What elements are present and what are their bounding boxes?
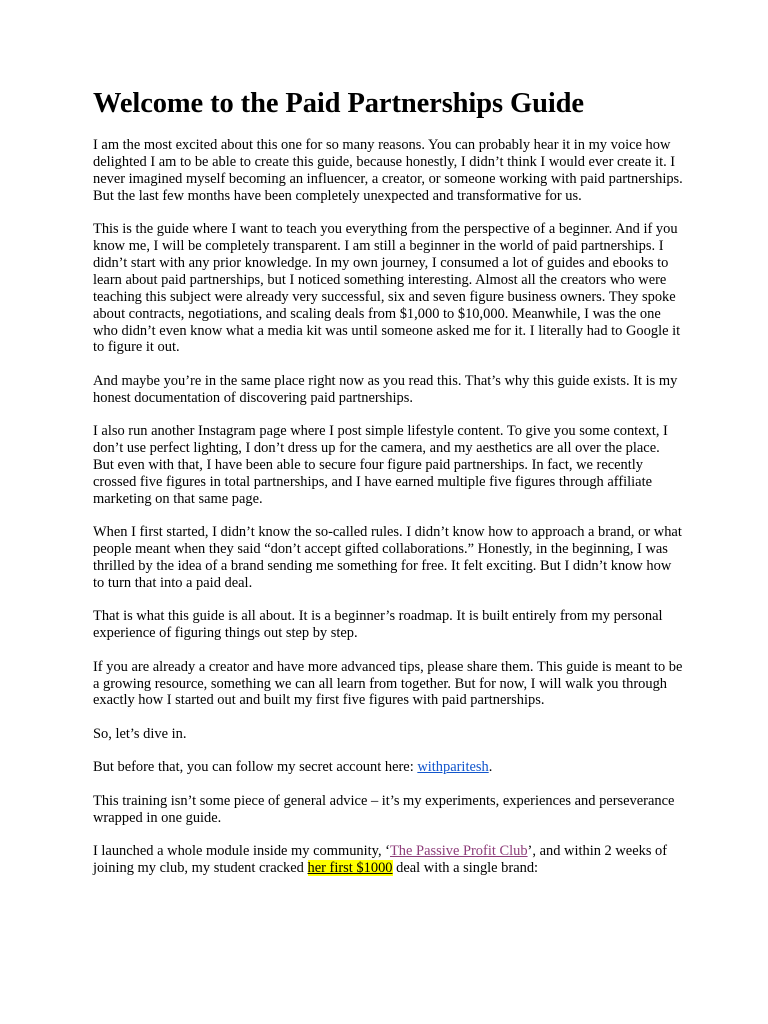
module-text-middle: ’, and within 2 weeks of joining my club, my student cracked	[93, 843, 668, 876]
paragraph-rules: When I first started, I didn’t know the so-called rules. I didn’t know how to approach a brand, or what people meant when they said “don’t accept gifted collaborations.” Honestly, in the beginning, I was thrilled by the idea of a brand sending me something for free. It felt exciting. But I didn’t know how to turn that into a paid deal.	[93, 524, 682, 591]
paragraph-same-place: And maybe you’re in the same place right now as you read this. That’s why this guide exists. It is my honest documentation of discovering paid partnerships.	[93, 372, 678, 406]
follow-suffix: .	[488, 759, 493, 776]
paragraph-instagram: I also run another Instagram page where I post simple lifestyle content. To give you some context, I don’t use perfect lighting, I don’t dress up for the camera, and my aesthetics are all over the place. But even with that, I have been able to secure four figure paid partnerships. In fact, we recently crossed five figures in total partnerships, and I have earned multiple five figures through affiliate marketing on that same page.	[93, 423, 668, 507]
page-title: Welcome to the Paid Partnerships Guide	[93, 88, 584, 119]
paragraph-module	[93, 843, 683, 877]
paragraph-dive-in: So, let’s dive in.	[93, 725, 187, 742]
module-text-after: deal with a single brand:	[392, 859, 539, 876]
paragraph-advanced-tips: If you are already a creator and have more advanced tips, please share them. This guide is meant to be a growing resource, something we can all learn from together. But for now, I will walk you through exactly how I started out and built my first five figures with paid partnerships.	[93, 658, 683, 709]
document-page	[93, 86, 683, 893]
follow-text: But before that, you can follow my secret account here:	[93, 759, 418, 776]
module-text-before: I launched a whole module inside my community, ‘	[93, 843, 390, 859]
paragraph-roadmap: That is what this guide is all about. It is a beginner’s roadmap. It is built entirely from my personal experience of figuring things out step by step.	[93, 608, 663, 642]
passive-profit-club-link[interactable]: The Passive Profit Club	[389, 843, 528, 859]
highlighted-amount: her first $1000	[307, 859, 393, 876]
paragraph-training: This training isn’t some piece of general advice – it’s my experiments, experiences and perseverance wrapped in one guide.	[93, 792, 675, 826]
secret-account-link[interactable]: withparitesh	[417, 759, 489, 776]
paragraph-follow	[93, 759, 683, 776]
paragraph-beginner: This is the guide where I want to teach you everything from the perspective of a beginner. And if you know me, I will be completely transparent. I am still a beginner in the world of paid partnerships. I didn’t start with any prior knowledge. In my own journey, I consumed a lot of guides and ebooks to learn about paid partnerships, but I noticed something interesting. Almost all the creators who were teaching this subject were already very successful, six and seven figure business owners. They spoke about contracts, negotiations, and scaling deals from $1,000 to $10,000. Meanwhile, I was the one who didn’t even know what a media kit was until someone asked me for it. I literally had to Google it to figure it out.	[93, 221, 681, 356]
paragraph-intro: I am the most excited about this one for so many reasons. You can probably hear it in my voice how delighted I am to be able to create this guide, because honestly, I didn’t think I would ever create it. I never imagined myself becoming an influencer, a creator, or someone working with paid partnerships. But the last few months have been completely unexpected and transformative for us.	[93, 137, 683, 204]
